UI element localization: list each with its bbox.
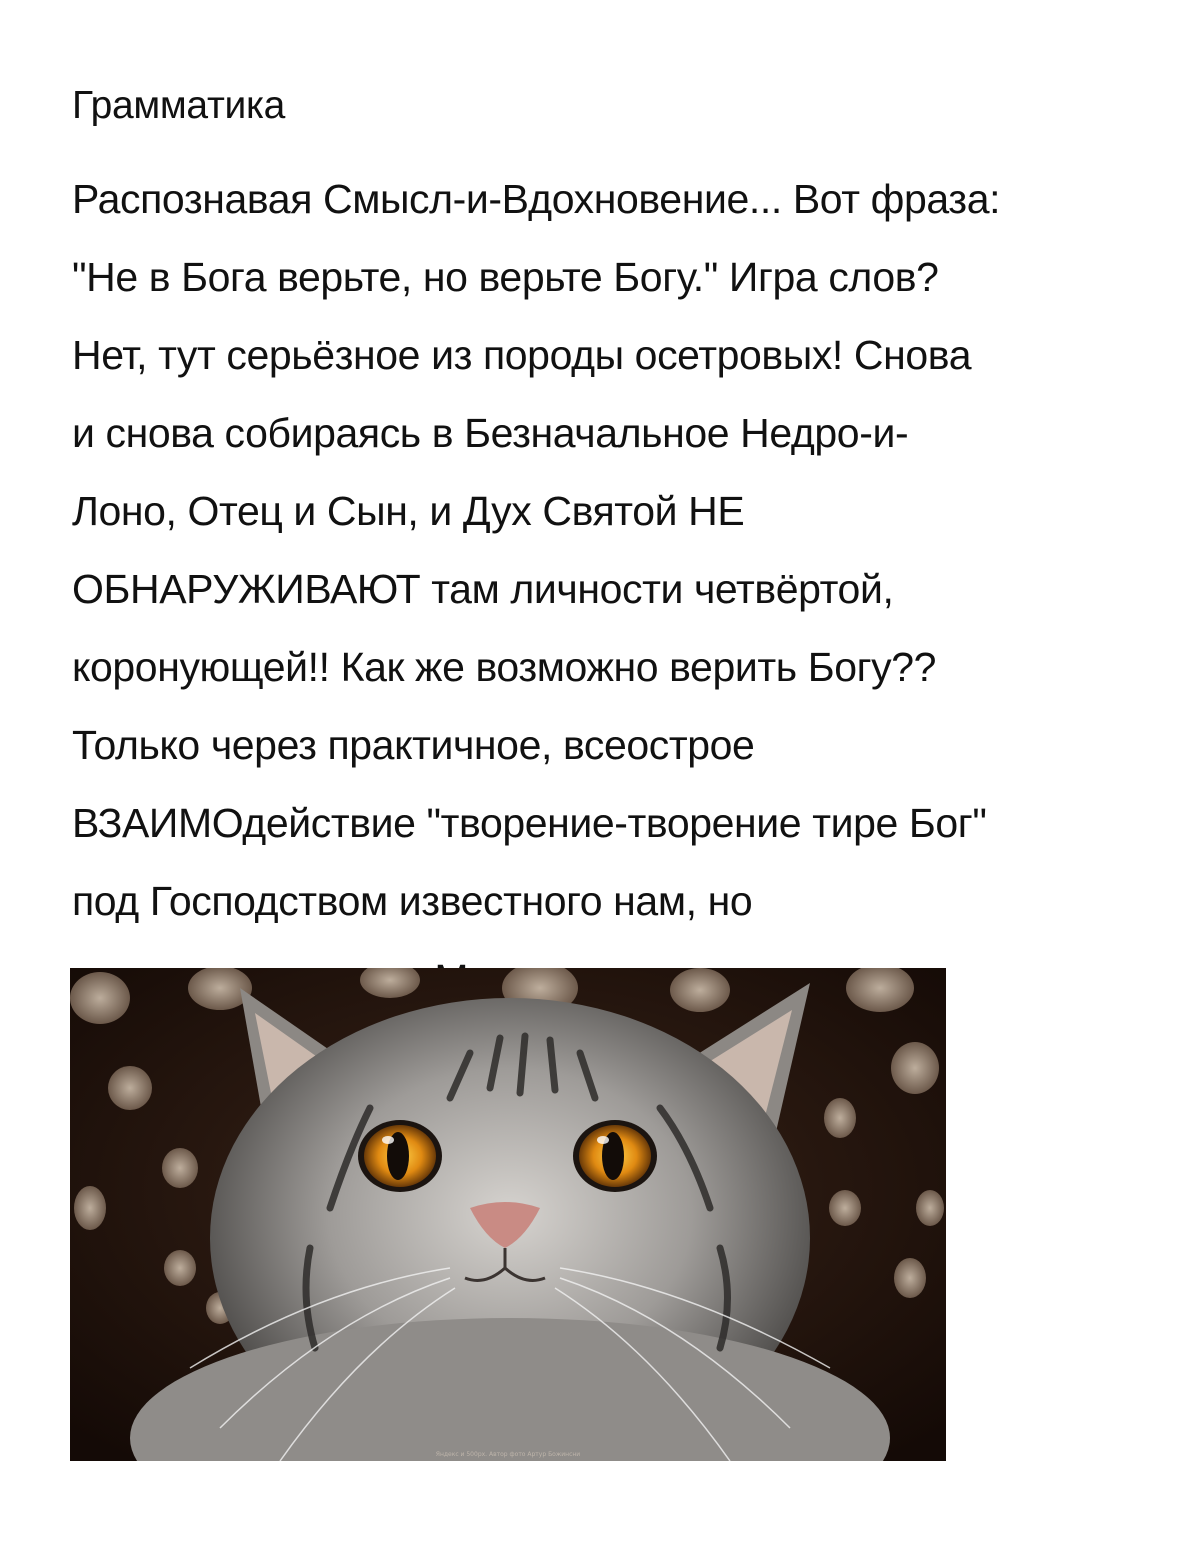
body-line-7: коронующей!! Как же возможно верить Богу?? [72,644,937,690]
document-title: Грамматика [72,84,286,127]
body-line-8: Только через практичное, всеострое [72,722,755,768]
body-line-9: ВЗАИМОдействие "творение-творение тире Бог" [72,800,987,846]
body-line-1: Распознавая Смысл-и-Вдохновение... Вот фраза: [72,176,1001,222]
body-line-2: "Не в Бога верьте, но верьте Богу." Игра слов? [72,254,939,300]
document-body [72,160,1142,1018]
body-line-10: под Господством известного нам, но [72,878,753,924]
body-line-5: Лоно, Отец и Сын, и Дух Святой НЕ [72,488,745,534]
cat-photo [70,968,946,1461]
body-line-4: и снова собираясь в Безначальное Недро-и- [72,410,909,456]
photo-credit: Яндекс и 500px. Автор фото Артур Божинсни [435,1451,581,1458]
body-line-3: Нет, тут серьёзное из породы осетровых! Снова [72,332,972,378]
cat-illustration [70,968,946,1461]
body-line-6: ОБНАРУЖИВАЮТ там личности четвёртой, [72,566,894,612]
